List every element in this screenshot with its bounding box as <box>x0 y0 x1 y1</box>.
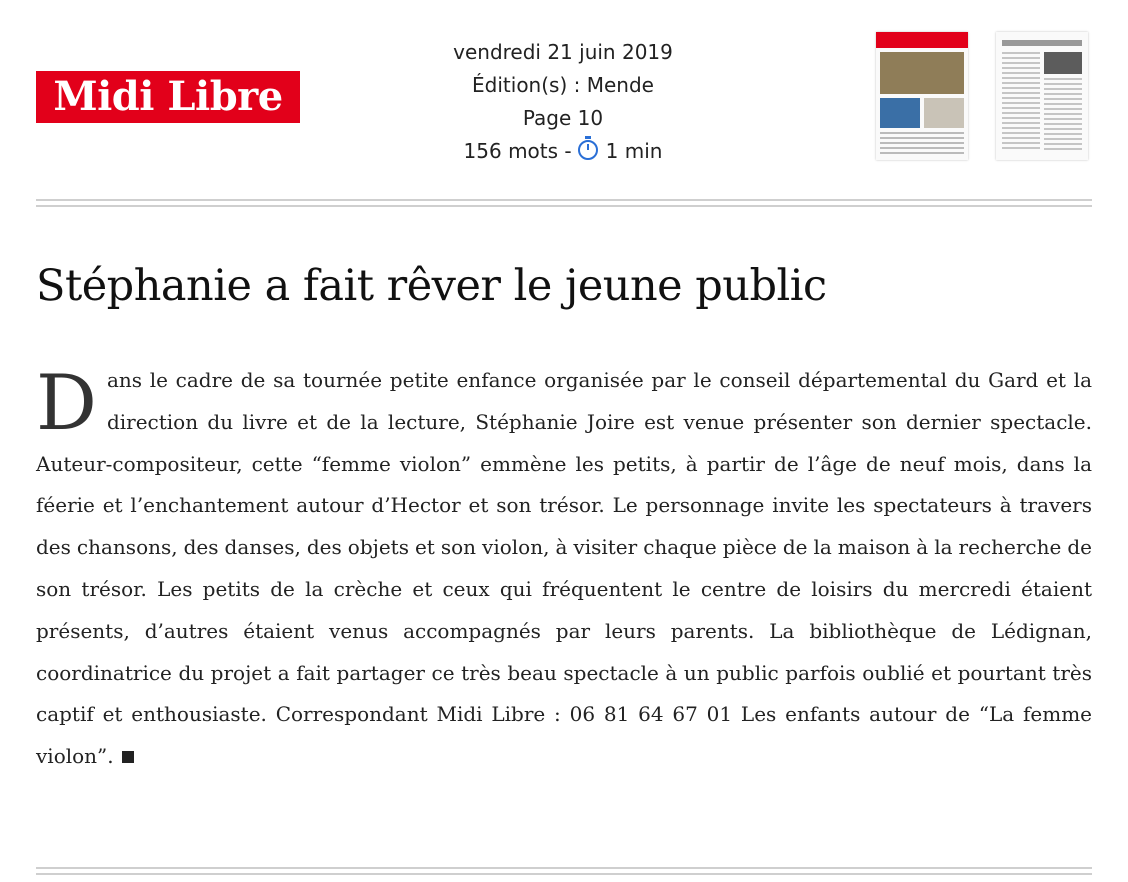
thumbnail-text-lines <box>880 132 964 156</box>
thumbnail-text-lines <box>1044 78 1082 152</box>
edition-label: Édition(s) : Mende <box>472 73 654 97</box>
page-thumbnail-front[interactable] <box>876 32 968 160</box>
reading-time: 1 min <box>605 139 663 163</box>
page-thumbnail-article[interactable] <box>996 32 1088 160</box>
article-title: Stéphanie a fait rêver le jeune public <box>36 261 827 311</box>
drop-cap: D <box>36 358 97 447</box>
article-meta <box>410 36 716 168</box>
article-text: ans le cadre de sa tournée petite enfance organisée par le conseil départemental du Gard et la direction du livre et de la lecture, Stéphanie Joire est venue présenter son dernier spectacle. Auteur-compositeur, cette “femme violon” emmène les petits, à partir de l’âge de neuf mois, dans la féerie et l’enchantement autour d’Hector et son trésor. Le personnage invite les spectateurs à travers des chansons, des danses, des objets et son violon, à visiter chaque pièce de la maison à la recherche de son trésor. Les petits de la crèche et ceux qui fréquentent le centre de loisirs du mercredi étaient présents, d’autres étaient venus accompagnés par leurs parents. La bibliothèque de Lédignan, coordinatrice du projet a fait partager ce très beau spectacle à un public parfois oublié et pourtant très captif et enthousiaste. Correspondant Midi Libre : 06 81 64 67 01 Les enfants autour de “La femme violon”. <box>36 368 1092 769</box>
thumbnail-photo <box>880 98 920 128</box>
thumbnail-photo <box>880 52 964 94</box>
word-count: 156 mots - <box>463 139 572 163</box>
thumbnail-heading <box>1002 40 1082 46</box>
thumbnail-photo <box>1044 52 1082 74</box>
thumbnail-text-lines <box>1002 52 1040 152</box>
end-of-article-icon <box>122 751 134 763</box>
publication-date: vendredi 21 juin 2019 <box>453 40 673 64</box>
page-number: Page 10 <box>522 106 604 130</box>
article-header <box>0 0 1128 200</box>
footer-divider <box>36 867 1092 875</box>
header-divider <box>36 199 1092 207</box>
reading-info <box>410 135 716 168</box>
thumbnail-photo <box>924 98 964 128</box>
midi-libre-logo[interactable]: Midi Libre <box>36 71 300 123</box>
stopwatch-icon <box>578 140 598 160</box>
thumbnail-masthead <box>876 32 968 48</box>
article-body <box>36 360 1092 778</box>
